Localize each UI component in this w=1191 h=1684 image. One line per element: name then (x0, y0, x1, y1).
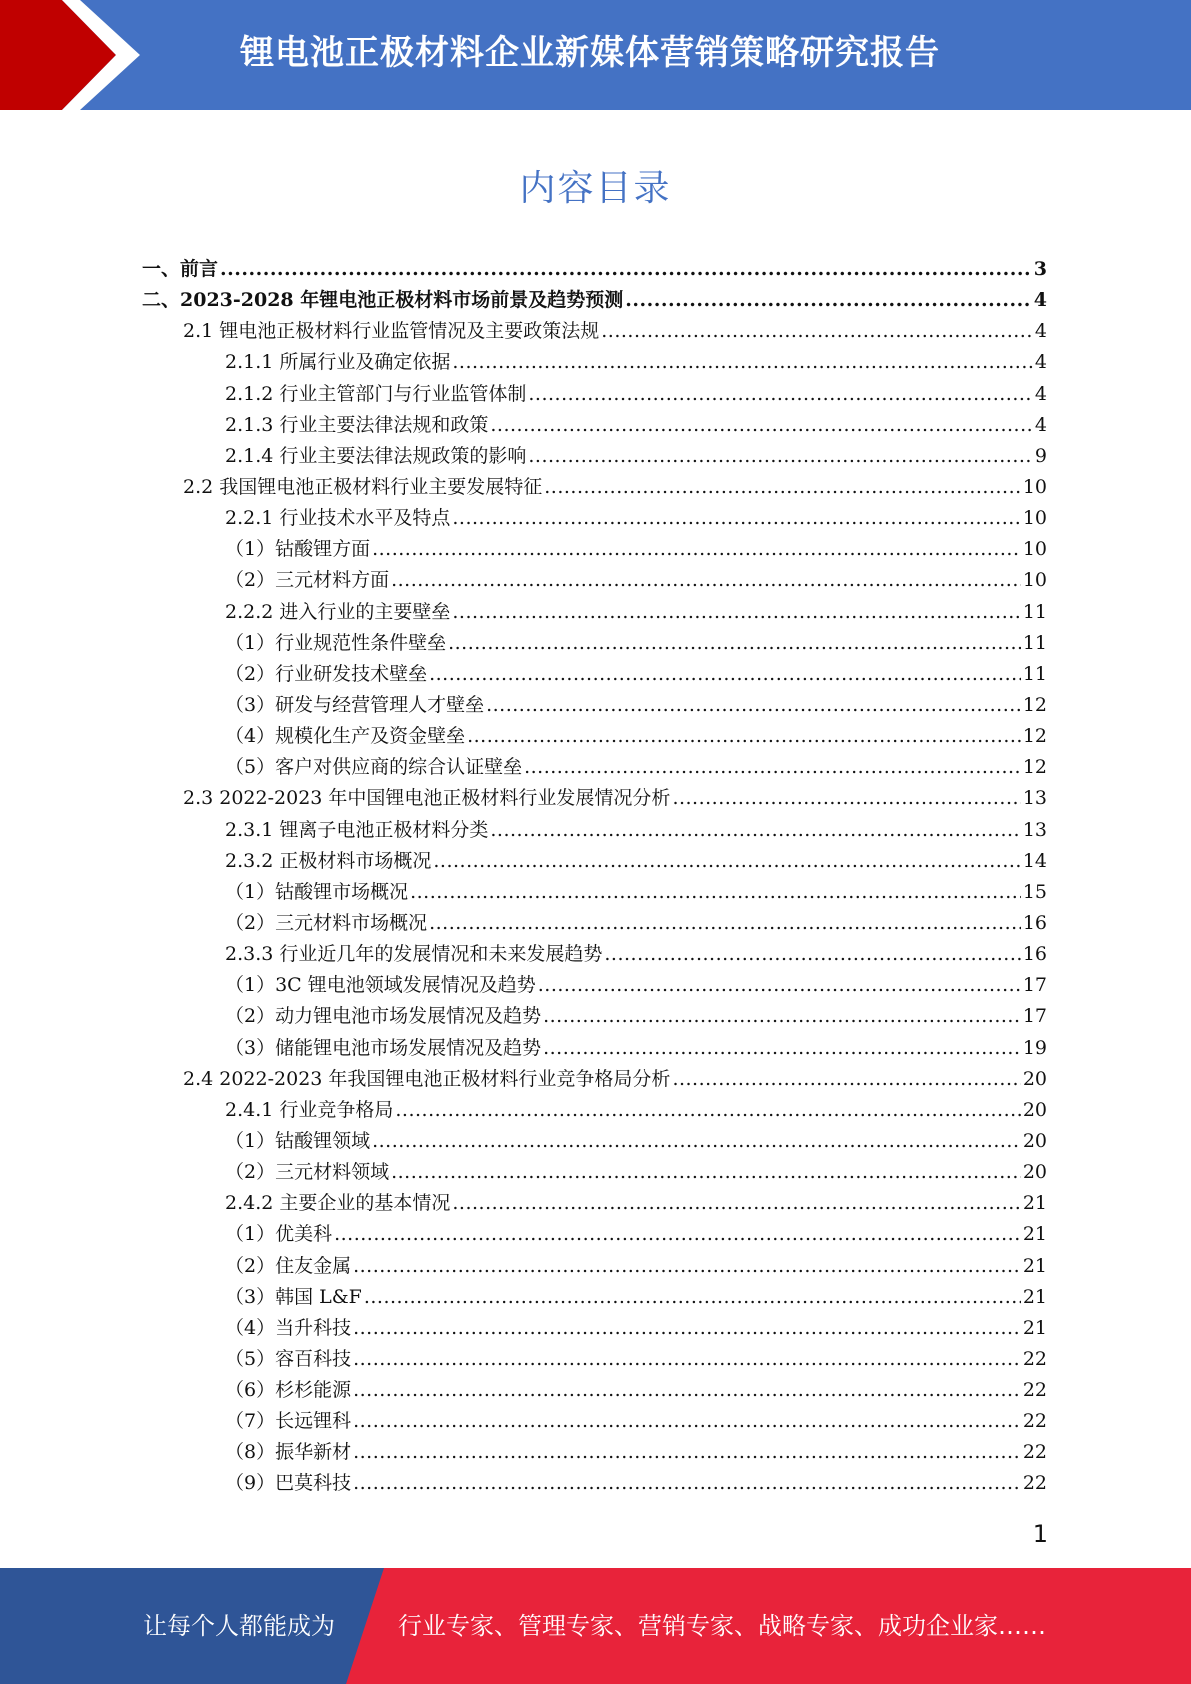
toc-dot-leader (395, 1095, 1020, 1126)
toc-entry-label: （1）行业规范性条件壁垒 (225, 631, 447, 654)
toc-entry-label: 2.3 2022-2023 年中国锂电池正极材料行业发展情况分析 (183, 787, 671, 810)
toc-entry-label: 2.3.2 正极材料市场概况 (225, 849, 432, 872)
toc-dot-leader (524, 752, 1021, 783)
toc-dot-leader (220, 254, 1032, 285)
toc-entry-page: 4 (1034, 351, 1047, 374)
toc-dot-leader (391, 565, 1021, 596)
toc-entry-label: 2.4.1 行业竞争格局 (225, 1098, 394, 1121)
toc-dot-leader (452, 503, 1020, 534)
toc-dot-leader (364, 1282, 1021, 1313)
footer-slogan-left: 让每个人都能成为 (143, 1612, 335, 1640)
toc-entry-page: 20 (1022, 1067, 1047, 1090)
toc-entry[interactable] (0, 1188, 1191, 1219)
toc-entry[interactable] (0, 1251, 1191, 1282)
toc-entry[interactable] (0, 1437, 1191, 1468)
toc-entry-label: （1）优美科 (225, 1223, 333, 1246)
report-title: 锂电池正极材料企业新媒体营销策略研究报告 (240, 33, 940, 73)
toc-entry-page: 15 (1022, 880, 1047, 903)
toc-entry-page: 22 (1022, 1472, 1047, 1495)
toc-entry-label: 2.2.2 进入行业的主要壁垒 (225, 600, 451, 623)
toc-entry[interactable] (0, 752, 1191, 783)
toc-entry[interactable] (0, 285, 1191, 316)
toc-entry-label: 2.4 2022-2023 年我国锂电池正极材料行业竞争格局分析 (183, 1067, 671, 1090)
toc-entry-label: （5）客户对供应商的综合认证壁垒 (225, 756, 523, 779)
toc-entry-label: （3）储能锂电池市场发展情况及趋势 (225, 1036, 542, 1059)
toc-entry[interactable] (0, 472, 1191, 503)
toc-entry[interactable] (0, 1313, 1191, 1344)
toc-entry-page: 22 (1022, 1347, 1047, 1370)
toc-entry-page: 16 (1022, 911, 1047, 934)
toc-entry[interactable] (0, 441, 1191, 472)
toc-entry[interactable] (0, 783, 1191, 814)
toc-dot-leader (353, 1468, 1021, 1499)
toc-dot-leader (410, 877, 1021, 908)
toc-dot-leader (452, 597, 1020, 628)
toc-entry-page: 22 (1022, 1379, 1047, 1402)
toc-dot-leader (448, 628, 1021, 659)
toc-entry-label: （3）韩国 L&F (225, 1285, 362, 1308)
toc-dot-leader (353, 1406, 1021, 1437)
header-band (0, 0, 1191, 110)
header-arrow-shape (0, 0, 160, 110)
toc-entry-label: 2.2 我国锂电池正极材料行业主要发展特征 (183, 475, 543, 498)
toc-dot-leader (538, 970, 1021, 1001)
toc-entry-page: 19 (1022, 1036, 1047, 1059)
toc-entry[interactable] (0, 316, 1191, 347)
toc-entry-page: 4 (1034, 320, 1047, 343)
toc-dot-leader (490, 815, 1020, 846)
toc-entry-label: （1）钴酸锂市场概况 (225, 880, 409, 903)
toc-entry-page: 11 (1022, 631, 1047, 654)
toc-entry-label: 2.3.1 锂离子电池正极材料分类 (225, 818, 489, 841)
toc-entry-page: 21 (1022, 1192, 1047, 1215)
toc-dot-leader (452, 1188, 1020, 1219)
toc-entry-page: 14 (1022, 849, 1047, 872)
toc-entry-label: 一、前言 (142, 258, 219, 280)
footer-band (0, 1568, 1191, 1684)
toc-entry-label: 2.1.3 行业主要法律法规和政策 (225, 413, 489, 436)
toc-dot-leader (601, 316, 1033, 347)
toc-dot-leader (334, 1219, 1021, 1250)
toc-entry-page: 10 (1022, 569, 1047, 592)
toc-entry-label: 二、2023-2028 年锂电池正极材料市场前景及趋势预测 (142, 289, 624, 312)
toc-dot-leader (452, 347, 1033, 378)
toc-dot-leader (353, 1437, 1021, 1468)
toc-entry-page: 22 (1022, 1441, 1047, 1464)
toc-entry[interactable] (0, 721, 1191, 752)
table-of-contents (0, 254, 1191, 1500)
toc-entry[interactable] (0, 347, 1191, 378)
toc-entry-label: （2）动力锂电池市场发展情况及趋势 (225, 1005, 542, 1028)
toc-entry-page: 12 (1022, 693, 1047, 716)
toc-entry[interactable] (0, 597, 1191, 628)
toc-entry-page: 9 (1034, 444, 1047, 467)
toc-dot-leader (672, 783, 1020, 814)
toc-entry[interactable] (0, 1344, 1191, 1375)
toc-dot-leader (372, 534, 1021, 565)
toc-dot-leader (528, 379, 1033, 410)
toc-dot-leader (486, 690, 1021, 721)
toc-entry[interactable] (0, 534, 1191, 565)
toc-dot-leader (544, 472, 1021, 503)
toc-entry-page: 4 (1033, 289, 1047, 312)
toc-dot-leader (353, 1251, 1021, 1282)
toc-entry-page: 21 (1022, 1254, 1047, 1277)
toc-entry-page: 11 (1022, 600, 1047, 623)
toc-dot-leader (391, 1157, 1021, 1188)
toc-entry-label: （1）钴酸锂方面 (225, 538, 371, 561)
toc-entry[interactable] (0, 565, 1191, 596)
toc-entry-label: （2）三元材料市场概况 (225, 911, 428, 934)
toc-entry-label: （2）行业研发技术壁垒 (225, 662, 428, 685)
toc-entry-page: 17 (1022, 974, 1047, 997)
toc-entry[interactable] (0, 1375, 1191, 1406)
toc-entry[interactable] (0, 690, 1191, 721)
toc-entry-page: 20 (1022, 1161, 1047, 1184)
page-number: 1 (1032, 1520, 1048, 1548)
toc-entry-page: 21 (1022, 1223, 1047, 1246)
toc-dot-leader (353, 1375, 1021, 1406)
toc-entry-page: 21 (1022, 1285, 1047, 1308)
toc-entry-label: （1）3C 锂电池领域发展情况及趋势 (225, 974, 536, 997)
toc-entry-label: （3）研发与经营管理人才壁垒 (225, 693, 485, 716)
toc-entry[interactable] (0, 846, 1191, 877)
toc-entry[interactable] (0, 1126, 1191, 1157)
toc-entry-label: 2.1 锂电池正极材料行业监管情况及主要政策法规 (183, 320, 600, 343)
toc-entry-page: 21 (1022, 1316, 1047, 1339)
toc-entry-page: 13 (1022, 787, 1047, 810)
toc-entry-page: 12 (1022, 725, 1047, 748)
toc-entry-label: 2.1.2 行业主管部门与行业监管体制 (225, 382, 527, 405)
toc-entry-page: 16 (1022, 943, 1047, 966)
toc-dot-leader (543, 1001, 1021, 1032)
toc-entry-label: （4）规模化生产及资金壁垒 (225, 725, 466, 748)
toc-entry-page: 11 (1022, 662, 1047, 685)
toc-entry-label: （7）长远锂科 (225, 1410, 352, 1433)
toc-entry[interactable] (0, 1406, 1191, 1437)
toc-entry[interactable] (0, 379, 1191, 410)
toc-entry-page: 22 (1022, 1410, 1047, 1433)
toc-entry[interactable] (0, 939, 1191, 970)
toc-entry-label: （8）振华新材 (225, 1441, 352, 1464)
toc-dot-leader (372, 1126, 1021, 1157)
toc-entry[interactable] (0, 1219, 1191, 1250)
toc-entry-label: 2.3.3 行业近几年的发展情况和未来发展趋势 (225, 943, 603, 966)
toc-entry-page: 4 (1034, 382, 1047, 405)
toc-dot-leader (528, 441, 1033, 472)
toc-dot-leader (543, 1033, 1021, 1064)
toc-entry-label: 2.4.2 主要企业的基本情况 (225, 1192, 451, 1215)
toc-dot-leader (433, 846, 1020, 877)
toc-entry-label: （9）巴莫科技 (225, 1472, 352, 1495)
toc-entry-label: 2.2.1 行业技术水平及特点 (225, 507, 451, 530)
toc-entry-label: （2）住友金属 (225, 1254, 352, 1277)
toc-entry[interactable] (0, 1064, 1191, 1095)
toc-dot-leader (467, 721, 1021, 752)
toc-entry-page: 12 (1022, 756, 1047, 779)
toc-dot-leader (353, 1344, 1021, 1375)
toc-dot-leader (429, 659, 1021, 690)
toc-entry-label: （6）杉杉能源 (225, 1379, 352, 1402)
toc-entry-page: 10 (1022, 538, 1047, 561)
toc-dot-leader (604, 939, 1020, 970)
toc-entry-page: 4 (1034, 413, 1047, 436)
toc-entry[interactable] (0, 503, 1191, 534)
toc-entry[interactable] (0, 908, 1191, 939)
toc-entry-page: 20 (1022, 1098, 1047, 1121)
toc-dot-leader (490, 410, 1033, 441)
toc-entry[interactable] (0, 1001, 1191, 1032)
toc-entry[interactable] (0, 628, 1191, 659)
toc-entry[interactable] (0, 410, 1191, 441)
toc-dot-leader (625, 285, 1032, 316)
toc-dot-leader (672, 1064, 1020, 1095)
toc-entry[interactable] (0, 1157, 1191, 1188)
toc-entry-label: （4）当升科技 (225, 1316, 352, 1339)
toc-entry[interactable] (0, 659, 1191, 690)
footer-slogan-right: 行业专家、管理专家、营销专家、战略专家、成功企业家…… (398, 1612, 1046, 1640)
toc-entry-page: 20 (1022, 1129, 1047, 1152)
toc-entry[interactable] (0, 1468, 1191, 1499)
toc-entry[interactable] (0, 815, 1191, 846)
toc-entry-label: 2.1.4 行业主要法律法规政策的影响 (225, 444, 527, 467)
toc-entry-page: 17 (1022, 1005, 1047, 1028)
toc-entry[interactable] (0, 1033, 1191, 1064)
toc-dot-leader (429, 908, 1021, 939)
toc-heading: 内容目录 (519, 168, 672, 209)
toc-entry[interactable] (0, 970, 1191, 1001)
toc-entry-label: （1）钴酸锂领域 (225, 1129, 371, 1152)
toc-entry[interactable] (0, 877, 1191, 908)
toc-entry-page: 10 (1022, 507, 1047, 530)
toc-dot-leader (353, 1313, 1021, 1344)
toc-entry-page: 3 (1033, 258, 1047, 280)
toc-entry[interactable] (0, 1282, 1191, 1313)
toc-entry-label: （2）三元材料方面 (225, 569, 390, 592)
toc-entry-page: 10 (1022, 475, 1047, 498)
toc-entry-label: （5）容百科技 (225, 1347, 352, 1370)
toc-entry-label: 2.1.1 所属行业及确定依据 (225, 351, 451, 374)
toc-entry[interactable] (0, 254, 1191, 285)
toc-entry[interactable] (0, 1095, 1191, 1126)
toc-entry-page: 13 (1022, 818, 1047, 841)
toc-entry-label: （2）三元材料领域 (225, 1161, 390, 1184)
